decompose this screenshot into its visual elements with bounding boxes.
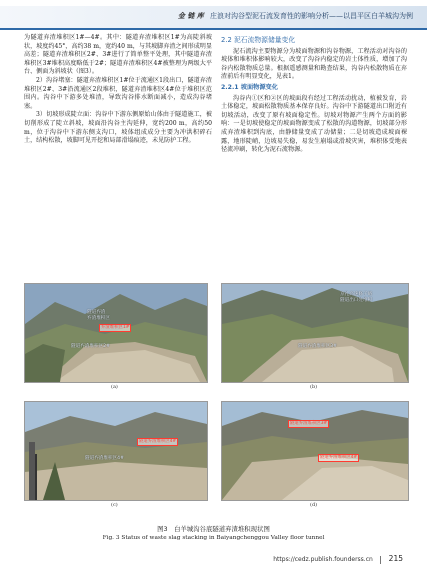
photo-label: 隧道出口处堆积	[340, 298, 373, 303]
running-title	[178, 11, 413, 21]
photo-d-image	[222, 402, 408, 500]
photo-panel-d	[221, 401, 409, 501]
figure-caption-cn: 图3 白羊城沟谷底隧道弃渣堆积现状图	[157, 525, 270, 533]
photo-c-image	[25, 402, 207, 500]
subsection-heading: 2.2.1 坡面物源变化	[221, 83, 278, 91]
photo-a-image	[25, 284, 207, 382]
panel-sublabel: (b)	[310, 384, 318, 390]
figure-3	[24, 283, 407, 536]
footer-url: https://cedz.publish.founderss.cn	[273, 556, 373, 563]
panel-sublabel: (c)	[111, 502, 118, 508]
panel-sublabel: (d)	[310, 502, 318, 508]
footer-divider	[380, 556, 381, 564]
photo-tag: 弃渣堆积区1#	[101, 325, 130, 330]
journal-name: 金 链 库	[177, 12, 204, 20]
page-number: 215	[388, 554, 403, 563]
photo-b-image	[222, 284, 408, 382]
page-header	[0, 0, 427, 30]
photo-label: 隧道弃渣	[87, 310, 106, 315]
left-column	[24, 34, 212, 146]
photo-panel-b	[221, 283, 409, 383]
photo-label: 京礼高速修子峪	[340, 292, 373, 297]
photo-panel-c	[24, 401, 208, 501]
photo-tag: 隧道弃渣堆积区4#	[320, 455, 358, 460]
page-footer	[273, 554, 403, 564]
photo-label: 弃渣堆积区	[87, 316, 110, 321]
photo-tag: 隧道弃渣堆积区3#	[290, 421, 328, 426]
paragraph: 泥石流沟主要物源分为坡面物源和沟谷物源，工程活动对沟谷的坡体和堆积体影响较大，改变了沟谷内稳定的岩土体性质，增加了沟谷内松散物质总量。根据遥感测量和勘查结果，沟谷内松散物质在弃渣前后有明显变化，见表1。	[221, 47, 407, 81]
right-column	[221, 34, 407, 155]
paragraph: 为隧道弃渣堆积区1#—4#。其中：隧道弃渣堆积区1#为高陡斜坡状，坡度约45°，高约38 m，宽约40 m，与其坡脚弃渣之间形成明显高差；隧道弃渣堆积区2#、3#进行了简单整平处理，其中隧道弃渣堆积区3#堆积高度略低于2#；隧道弃渣堆积区4#被整理为两级大平台、侧面为斜坡状（图3）。	[24, 34, 212, 76]
article-title: 庄浪对沟谷型泥石流发育性的影响分析——以昌平区白羊城沟为例	[210, 12, 413, 20]
photo-label: 隧道弃渣堆积区4#	[85, 456, 124, 461]
paragraph: 2）沟谷堵塞：隧道弃渣堆积区1#位于流通区1段出口，隧道弃渣堆积区2#、3#沿流通区2段堆积，隧道弃渣堆积区4#位于堆积区范围内。沟谷中下游多处堆渣，导致沟谷排水断面减小，造成沟谷堵塞。	[24, 76, 212, 110]
photo-label: 隧道弃渣堆积区2#	[71, 344, 110, 349]
photo-panel-a	[24, 283, 208, 383]
figure-caption-en: Fig. 3 Status of waste slag stacking in Baiyangchenggou Valley floor tunnel	[102, 535, 325, 541]
header-stripe	[0, 28, 427, 30]
panel-sublabel: (a)	[111, 384, 118, 390]
photo-tag: 隧道弃渣堆积区4#	[139, 439, 177, 444]
paragraph: 沟谷内①区和②区的坡面段有经过工程活动扰动，植被发育，岩土体稳定，坡面松散物质基本保存良好。沟谷中下游隧道出口附近有切坡活动，改变了原有坡面稳定性。切坡对物源产生两个方面的影响：一是切坡使稳定的坡面物源变成了松散的沟道物源，切坡部分形成弃渣堆积到沟底，由静储量变成了动储量；二是切坡造成坡面裸露，地形陡峭，边坡易失稳，易发生崩塌或滑坡灾害，堆积体受地表径流冲刷，转化为泥石流物源。	[221, 94, 407, 154]
photo-label: 隧道弃渣堆积区3#	[298, 344, 337, 349]
section-heading: 2.2 泥石流物源储量变化	[221, 36, 296, 44]
paragraph: 3）切坡形成陡立面：沟谷中下游东侧原始山体由于隧道施工，被切削形成了陡立斜坡，坡面沿沟谷主沟延伸，宽约200 m，高约50 m，位于沟谷中下游东侧支沟口，坡体组成成分主要为冲洪积碎石土，结构松散，坡脚可见开挖和局部滑塌痕迹，未见防护工程。	[24, 111, 212, 145]
